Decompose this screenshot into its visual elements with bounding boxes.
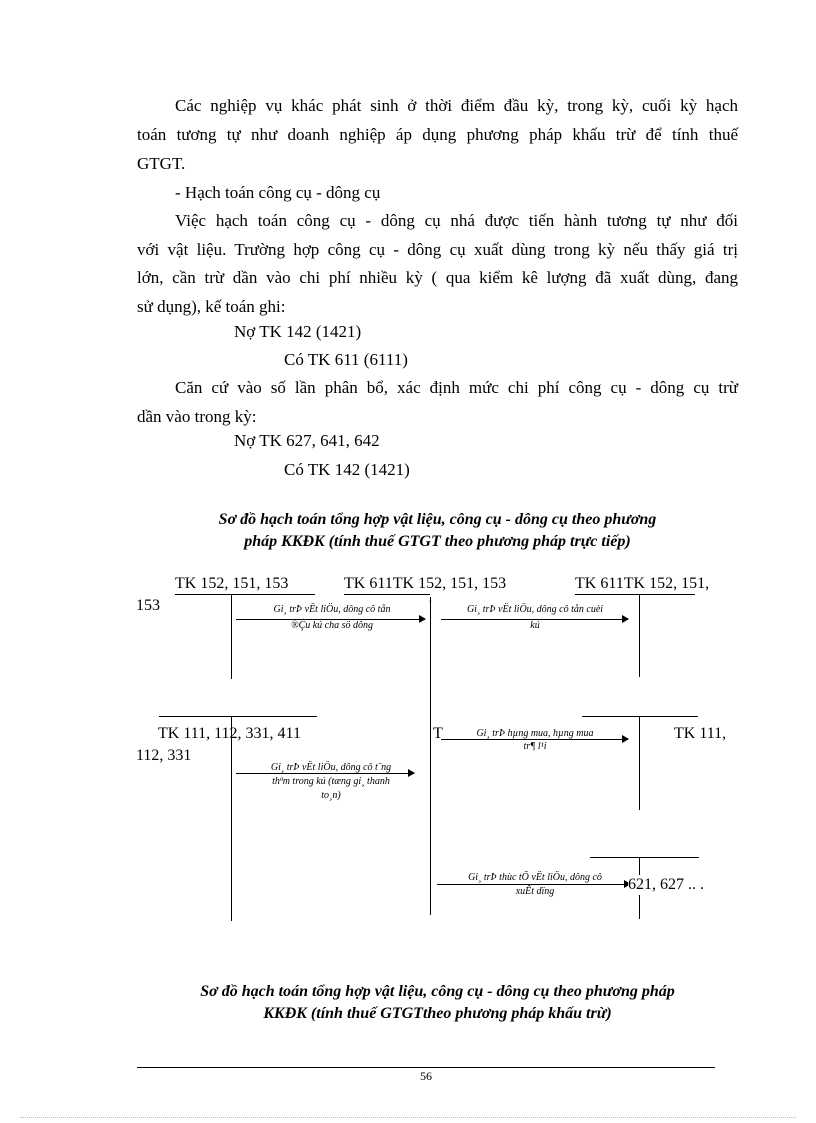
entry-2-credit: Có TK 142 (1421) — [284, 460, 410, 479]
flow-label-2b: kú — [530, 620, 540, 631]
t-account-stem-row2-c — [639, 716, 640, 810]
paragraph-3-line-4: sử dụng), kế toán ghi: — [137, 297, 286, 316]
paragraph-1-line-2: toán tương tự như doanh nghiệp áp dụng phương pháp khấu trừ để tính thuế — [137, 125, 738, 144]
flow-label-5a: Gi¸ trÞ thùc tÕ vËt liÖu, dông cô — [468, 872, 602, 883]
account-row3: 621, 627 .. . — [628, 876, 704, 893]
paragraph-1-line-3: GTGT. — [137, 154, 186, 173]
flow-label-1a: Gi¸ trÞ vËt liÖu, dông cô tån — [273, 604, 391, 615]
t-account-top-c — [575, 594, 695, 595]
footer-rule — [137, 1067, 715, 1068]
t-account-top-row2-a — [159, 716, 317, 717]
paragraph-3-line-2: với vật liệu. Trường hợp công cụ - dông cụ xuất dùng trong kỳ nếu thấy giá trị — [137, 240, 738, 259]
account-row2-c: TK 111, — [674, 725, 727, 742]
flow-arrow-4 — [236, 773, 414, 774]
t-account-top-a — [175, 594, 315, 595]
t-account-stem-c — [639, 594, 640, 677]
t-account-stem-a — [231, 594, 232, 679]
flow-arrow-5 — [437, 884, 630, 885]
flow-label-5b: xuÊt dïng — [515, 886, 555, 897]
paragraph-3-line-1: Việc hạch toán công cụ - dông cụ nhá được tiến hành tương tự như đối — [175, 211, 738, 230]
flow-label-4a: Gi¸ trÞ vËt liÖu, dông cô t¨ng — [270, 762, 392, 773]
flow-label-3b: tr¶ l¹i — [523, 741, 547, 752]
flow-label-4b: thªm trong kú (tæng gi¸ thanh — [272, 776, 390, 787]
next-section-title-line-1: Sơ đồ hạch toán tổng hợp vật liệu, công cụ - dông cụ theo phương pháp — [200, 983, 675, 1000]
t-account-top-b — [344, 594, 430, 595]
diagram-title-line-1: Sơ đồ hạch toán tổng hợp vật liệu, công cụ - dông cụ theo phương — [218, 511, 657, 528]
flow-label-2a: Gi¸ trÞ vËt liÖu, dông cô tån cuèi — [466, 604, 604, 615]
account-header-c: TK 611TK 152, 151, — [575, 575, 710, 592]
paragraph-4-line-1: Căn cứ vào số lần phân bổ, xác định mức chi phí công cụ - dông cụ trừ — [175, 378, 738, 397]
t-account-top-row2-c — [582, 716, 698, 717]
flow-arrow-3 — [441, 739, 628, 740]
account-row2-a: TK 111, 112, 331, 411 — [158, 725, 301, 742]
paragraph-3-line-3: lớn, cần trừ dần vào chi phí nhiều kỳ ( qua kiểm kê lượng đã xuất dùng, đang — [137, 268, 738, 287]
paragraph-4-line-2: dần vào trong kỳ: — [137, 407, 257, 426]
paragraph-1-line-1: Các nghiệp vụ khác phát sinh ở thời điểm đầu kỳ, trong kỳ, cuối kỳ hạch — [175, 96, 738, 115]
flow-label-4c: to¸n) — [321, 790, 341, 801]
entry-2-debit: Nợ TK 627, 641, 642 — [234, 431, 380, 450]
t-account-stem-row2-a — [231, 716, 232, 921]
account-row2-d: 112, 331 — [136, 747, 192, 764]
diagram-title-line-2: pháp KKĐK (tính thuế GTGT theo phương pháp trực tiếp) — [244, 533, 631, 550]
flow-label-1b: ®Çu kú cha sö dông — [290, 620, 374, 631]
next-section-title-line-2: KKĐK (tính thuế GTGTtheo phương pháp khấu trừ) — [263, 1005, 612, 1022]
entry-1-debit: Nợ TK 142 (1421) — [234, 322, 362, 341]
paragraph-2: - Hạch toán công cụ - dông cụ — [175, 183, 381, 202]
account-row2-b: T — [433, 725, 443, 742]
account-header-a: TK 152, 151, 153 — [175, 575, 289, 592]
page-bottom-edge — [20, 1117, 796, 1118]
page-number: 56 — [420, 1069, 432, 1083]
comma-mark: , — [429, 590, 432, 604]
flow-label-3a: Gi¸ trÞ hµng mua, hµng mua — [476, 728, 594, 739]
entry-1-credit: Có TK 611 (6111) — [284, 350, 408, 369]
t-account-top-row3 — [590, 857, 699, 858]
t-account-stem-611 — [430, 597, 431, 915]
account-header-d: 153 — [136, 597, 160, 614]
account-header-b: TK 611TK 152, 151, 153 — [344, 575, 507, 592]
